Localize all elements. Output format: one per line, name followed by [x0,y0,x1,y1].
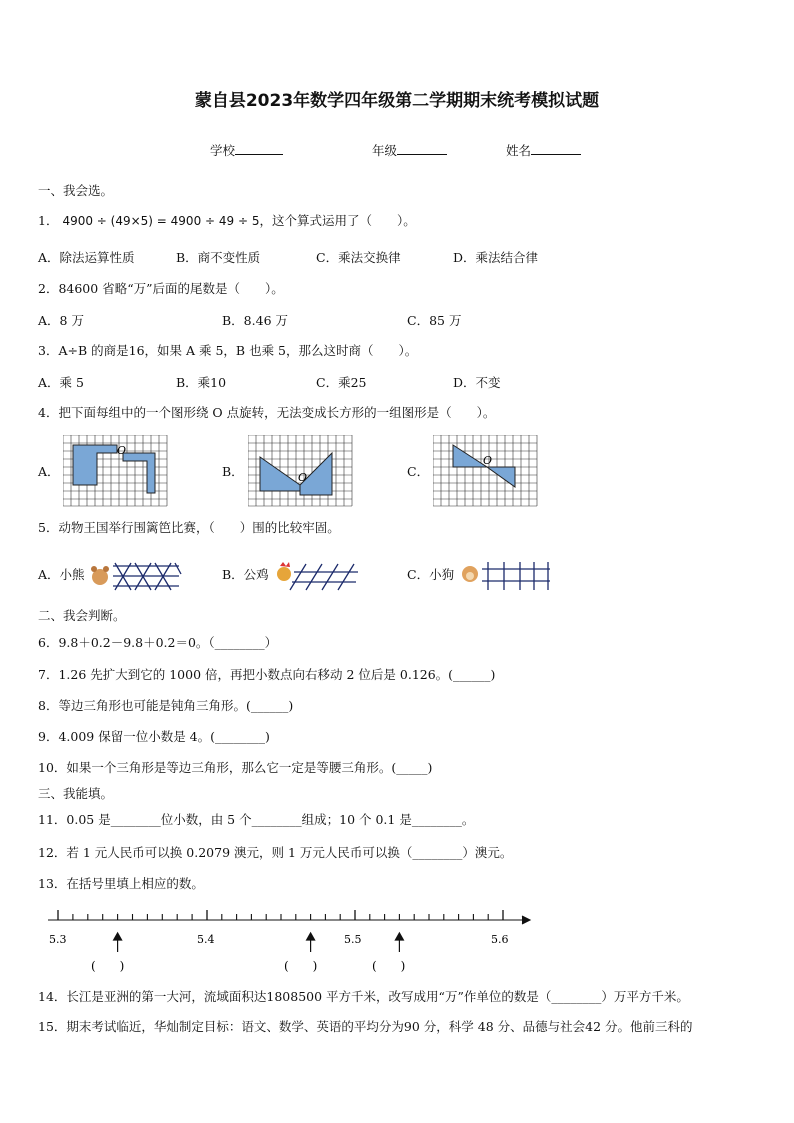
section-1-heading: 一、我会选。 [38,183,114,198]
q3-option-c[interactable]: C．乘25 [316,375,367,390]
question-13: 13．在括号里填上相应的数。 [38,876,204,891]
rooster-icon [277,567,291,581]
slanted-fence [290,564,358,590]
q4-figure-b [248,435,353,507]
o-label-a: O [117,444,127,457]
question-5: 5．动物王国举行围篱笆比赛，（ ）围的比较牢固。 [38,520,340,535]
question-1 [38,213,416,229]
name-blank[interactable] [531,142,581,155]
tick-label-5-3: 5.3 [49,933,67,946]
q4-option-b[interactable]: B． [222,464,244,479]
number-line [44,902,534,980]
number-line-axis [48,910,530,924]
q5-fence-a [89,560,185,592]
grid-lines [433,435,537,506]
q5-fence-c [460,560,552,592]
school-label: 学校 [210,143,236,158]
rooster-comb-icon [280,562,290,567]
answer-paren-3[interactable]: ( ) [372,959,406,973]
grade-label: 年级 [372,143,398,158]
bear-ear-icon [103,566,109,572]
q3-option-a[interactable]: A．乘 5 [38,375,84,390]
question-14: 14．长江是亚洲的第一大河，流域面积达1808500 平方千米，改写成用“万”作单位的数是（________）万平方千米。 [38,989,689,1004]
tick-label-5-6: 5.6 [491,933,509,946]
o-label-c: O [483,454,493,467]
question-15: 15．期末考试临近，华灿制定目标：语文、数学、英语的平均分为90 分，科学 48 分、品德与社会42 分。他前三科的 [38,1019,693,1034]
tick-label-5-4: 5.4 [197,933,215,946]
q3-option-d[interactable]: D．不变 [453,375,501,390]
triangle-right [487,467,515,487]
grade-field [372,142,447,159]
o-label-b: O [298,471,308,484]
triangle-left [453,445,487,467]
q2-option-a[interactable]: A．8 万 [38,313,84,328]
q4-option-c[interactable]: C． [407,464,430,479]
q5-option-a[interactable]: A．小熊 [38,567,85,582]
q1-option-a[interactable]: A．除法运算性质 [38,250,135,265]
q1-number: 1． [38,213,59,228]
name-label: 姓名 [506,143,532,158]
school-blank[interactable] [235,142,283,155]
dog-face-icon [466,572,474,580]
l-shape-right [123,453,155,493]
name-field [506,142,581,159]
q1-option-b[interactable]: B．商不变性质 [176,250,261,265]
q2-option-b[interactable]: B．8.46 万 [222,313,288,328]
school-field [210,142,283,159]
tick-label-5-5: 5.5 [344,933,362,946]
q3-option-b[interactable]: B．乘10 [176,375,227,390]
question-10: 10．如果一个三角形是等边三角形，那么它一定是等腰三角形。(_____) [38,760,433,775]
bear-ear-icon [91,566,97,572]
q1-option-c[interactable]: C．乘法交换律 [316,250,401,265]
question-12: 12．若 1 元人民币可以换 0.2079 澳元，则 1 万元人民币可以换（________）澳元。 [38,845,513,860]
answer-paren-2[interactable]: ( ) [284,959,318,973]
grid-fence [482,562,550,590]
question-2: 2．84600 省略“万”后面的尾数是（ ）。 [38,281,284,296]
q5-fence-b [274,560,360,592]
question-9: 9．4.009 保留一位小数是 4。(________) [38,729,270,744]
q4-figure-a [63,435,168,507]
question-11: 11．0.05 是________位小数，由 5 个________组成；10 个 0.1 是________。 [38,812,475,827]
l-shape-left [73,445,117,485]
answer-paren-1[interactable]: ( ) [91,959,125,973]
q1-expression: 4900 ÷ (49×5) = 4900 ÷ 49 ÷ 5 [62,214,260,228]
question-7: 7．1.26 先扩大到它的 1000 倍，再把小数点向右移动 2 位后是 0.126。(______) [38,667,496,682]
q1-option-d[interactable]: D．乘法结合律 [453,250,539,265]
question-6: 6．9.8＋0.2－9.8＋0.2＝0。（________） [38,635,278,650]
q1-text: ，这个算式运用了（ ）。 [259,213,416,228]
grade-blank[interactable] [397,142,447,155]
question-8: 8．等边三角形也可能是钝角三角形。(______) [38,698,294,713]
question-4: 4．把下面每组中的一个图形绕 O 点旋转，无法变成长方形的一组图形是（ ）。 [38,405,496,420]
q4-figure-c [433,435,538,507]
section-3-heading: 三、我能填。 [38,786,114,801]
q5-option-b[interactable]: B．公鸡 [222,567,269,582]
question-3: 3．A÷B 的商是16，如果 A 乘 5，B 也乘 5，那么这时商（ ）。 [38,343,418,358]
page-title: 蒙自县2023年数学四年级第二学期期末统考模拟试题 [194,91,600,111]
section-2-heading: 二、我会判断。 [38,608,126,623]
q5-option-c[interactable]: C．小狗 [407,567,455,582]
cross-fence [113,563,181,590]
q2-option-c[interactable]: C．85 万 [407,313,462,328]
q4-option-a[interactable]: A． [38,464,60,479]
